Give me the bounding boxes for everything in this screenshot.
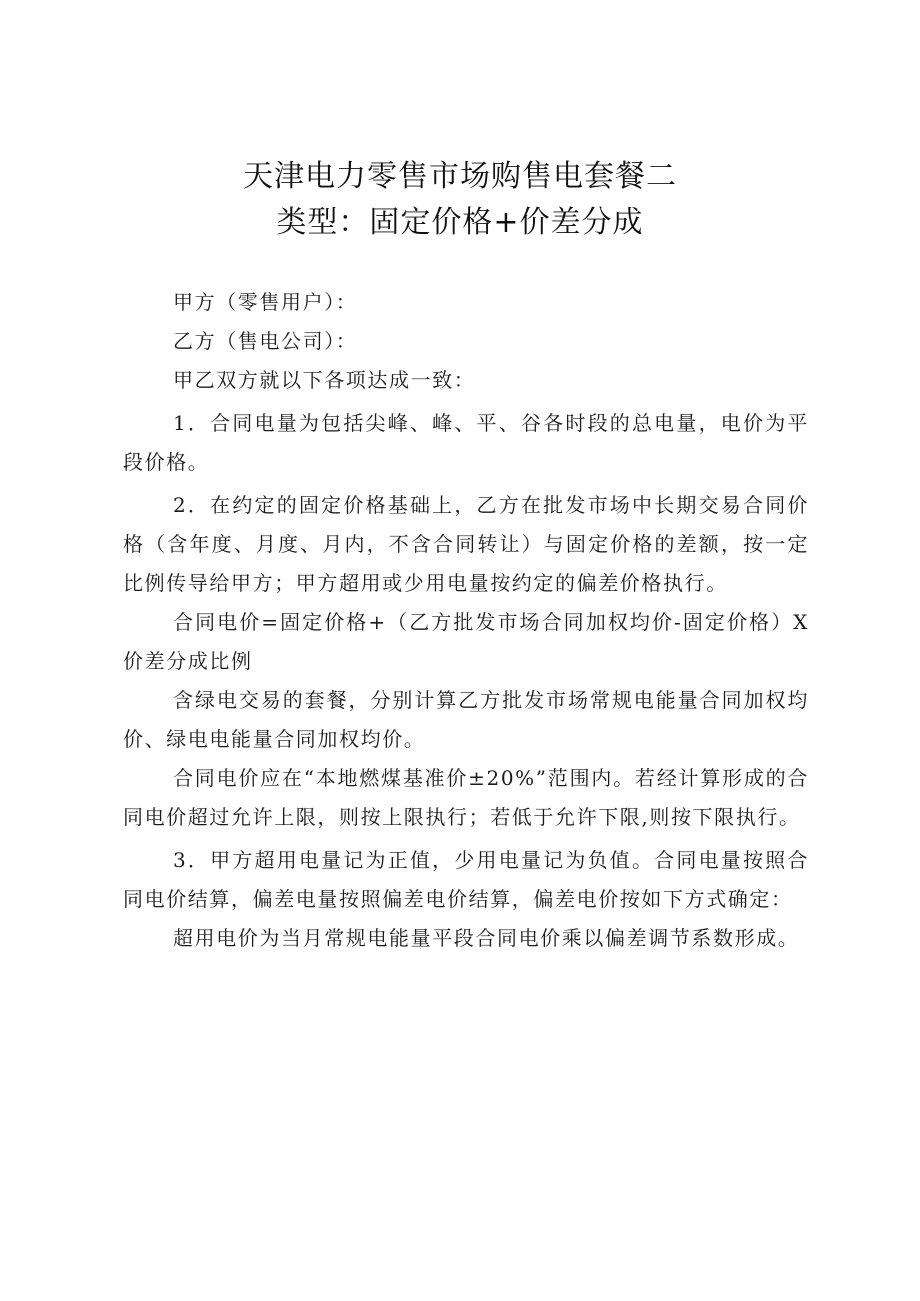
overuse-price-note: 超用电价为当月常规电能量平段合同电价乘以偏差调节系数形成。 xyxy=(173,926,800,950)
party-b-line: 乙方（售电公司）： xyxy=(173,329,358,353)
document-body xyxy=(123,283,809,958)
document-header xyxy=(0,154,920,246)
agreement-intro: 甲乙双方就以下各项达成一致： xyxy=(173,368,476,392)
clause-1: 1．合同电量为包括尖峰、峰、平、谷各时段的总电量，电价为平段价格。 xyxy=(123,411,809,474)
document-subtitle: 类型：固定价格+价差分成 xyxy=(276,205,644,240)
price-range-note: 合同电价应在“本地燃煤基准价±20%”范围内。若经计算形成的合同电价超过允许上限，则按上限执行；若低于允许下限,则按下限执行。 xyxy=(123,766,809,829)
party-a-line: 甲方（零售用户）： xyxy=(173,290,358,314)
document-title: 天津电力零售市场购售电套餐二 xyxy=(243,159,677,194)
green-power-note: 含绿电交易的套餐，分别计算乙方批发市场常规电能量合同加权均价、绿电电能量合同加权均价。 xyxy=(123,688,809,751)
clause-3: 3．甲方超用电量记为正值，少用电量记为负值。合同电量按照合同电价结算，偏差电量按照偏差电价结算，偏差电价按如下方式确定： xyxy=(123,848,809,911)
clause-2: 2．在约定的固定价格基础上，乙方在批发市场中长期交易合同价格（含年度、月度、月内，不含合同转让）与固定价格的差额，按一定比例传导给甲方；甲方超用或少用电量按约定的偏差价格执行。 xyxy=(123,493,809,595)
price-formula: 合同电价=固定价格+（乙方批发市场合同加权均价-固定价格）X价差分成比例 xyxy=(123,610,809,673)
